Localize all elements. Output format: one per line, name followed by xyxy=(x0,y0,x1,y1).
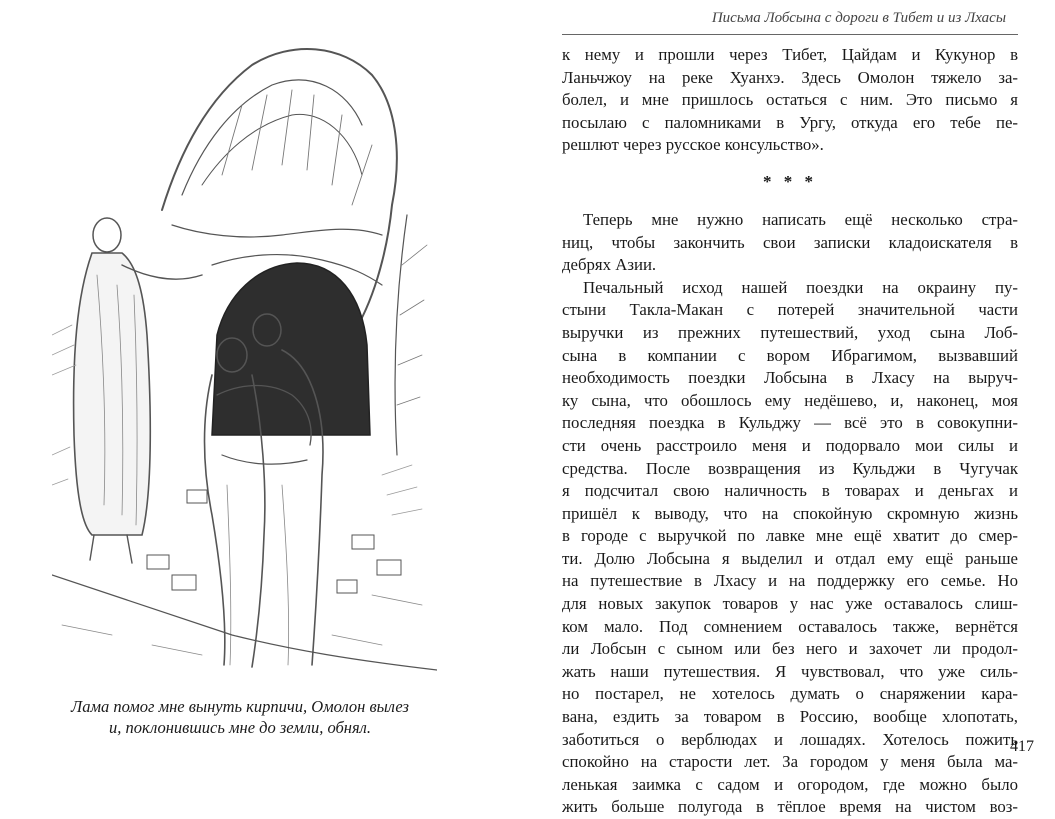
text-line: решлют через русское консульство». xyxy=(562,135,824,155)
text-line: болел, и мне пришлось остаться с ним. Это письмо я xyxy=(562,90,1018,110)
text-line: жить больше полугода в тёплое время на чистом воз- xyxy=(562,797,1018,817)
paragraph-3 xyxy=(562,277,1018,819)
text-line: я подсчитал свою наличность в товарах и деньгах и xyxy=(562,481,1018,501)
illustration-caption xyxy=(30,696,450,738)
pencil-illustration xyxy=(52,35,437,680)
text-line: средства. После возвращения из Кульджи в Чугучак xyxy=(562,458,1018,478)
text-line: сти очень расстроило меня и подорвало мои силы и xyxy=(562,435,1018,455)
body-text xyxy=(562,44,1018,819)
text-line: пришёл к выводу, что на спокойную скромную жизнь xyxy=(562,503,1018,523)
text-line: ниц, чтобы закончить свои записки кладоискателя в xyxy=(562,232,1018,252)
text-line: Теперь мне нужно написать ещё несколько стра- xyxy=(583,209,1018,229)
text-line: ленькая заимка с садом и огородом, где можно было xyxy=(562,774,1018,794)
section-break: * * * xyxy=(763,171,817,191)
text-line: к нему и прошли через Тибет, Цайдам и Кукунор в xyxy=(562,45,1018,64)
text-line: дебрях Азии. xyxy=(562,255,657,275)
text-line: в городе с выручкой по лавке мне ещё хватит до смер- xyxy=(562,526,1018,546)
text-line: на путешествие в Лхасу и на поддержку его семье. Но xyxy=(562,571,1018,591)
header-rule xyxy=(562,34,1018,35)
text-line: но постарел, не хотелось думать о снаряжении кара- xyxy=(562,684,1018,704)
text-line: выручки из прежних путешествий, уход сына Лоб- xyxy=(562,322,1018,342)
text-line: для новых закупок товаров у нас уже оставалось слиш- xyxy=(562,594,1018,614)
text-line: ку сына, что обошлось ему недёшево, и, наконец, моя xyxy=(562,390,1018,410)
left-page xyxy=(0,0,520,780)
text-line: спокойно на старости лет. За городом у меня была ма- xyxy=(562,752,1018,772)
paragraph-2 xyxy=(562,209,1018,277)
text-line: сына в компании с вором Ибрагимом, вызвавший xyxy=(562,345,1018,365)
running-head: Письма Лобсына с дороги в Тибет и из Лхасы xyxy=(711,10,1006,26)
text-line: жать наши путешествия. Я чувствовал, что уже силь- xyxy=(562,661,1018,681)
text-line: Ланьчжоу на реке Хуанхэ. Здесь Омолон тяжело за- xyxy=(562,67,1018,87)
text-line: заботиться о верблюдах и лошадях. Хотелось пожить xyxy=(562,729,1018,749)
text-line: вана, ездить за товаром в Россию, вообще хлопотать, xyxy=(562,707,1018,727)
text-line: ком мало. Под сомнением оставалось также, вернётся xyxy=(562,616,1018,636)
page-number: 417 xyxy=(1010,738,1034,755)
text-line: последняя поездка в Кульджу — всё это в совокупни- xyxy=(562,413,1018,433)
text-line: ли Лобсын с сыном или без него и захочет ли продол- xyxy=(562,639,1018,659)
caption-line: и, поклонившись мне до земли, обнял. xyxy=(109,718,371,737)
right-page xyxy=(540,0,1040,817)
caption-line: Лама помог мне вынуть кирпичи, Омолон вылез xyxy=(71,697,409,716)
text-line: ти. Долю Лобсына я выделил и отдал ему ещё раньше xyxy=(562,548,1018,568)
paragraph-1 xyxy=(562,44,1018,157)
text-line: посылаю с паломниками в Ургу, откуда его тебе пе- xyxy=(562,112,1018,132)
text-line: Печальный исход нашей поездки на окраину пу- xyxy=(583,277,1018,297)
text-line: необходимость поездки Лобсына в Лхасу на выруч- xyxy=(562,368,1018,388)
text-line: стыни Такла-Макан с потерей значительной части xyxy=(562,300,1018,320)
